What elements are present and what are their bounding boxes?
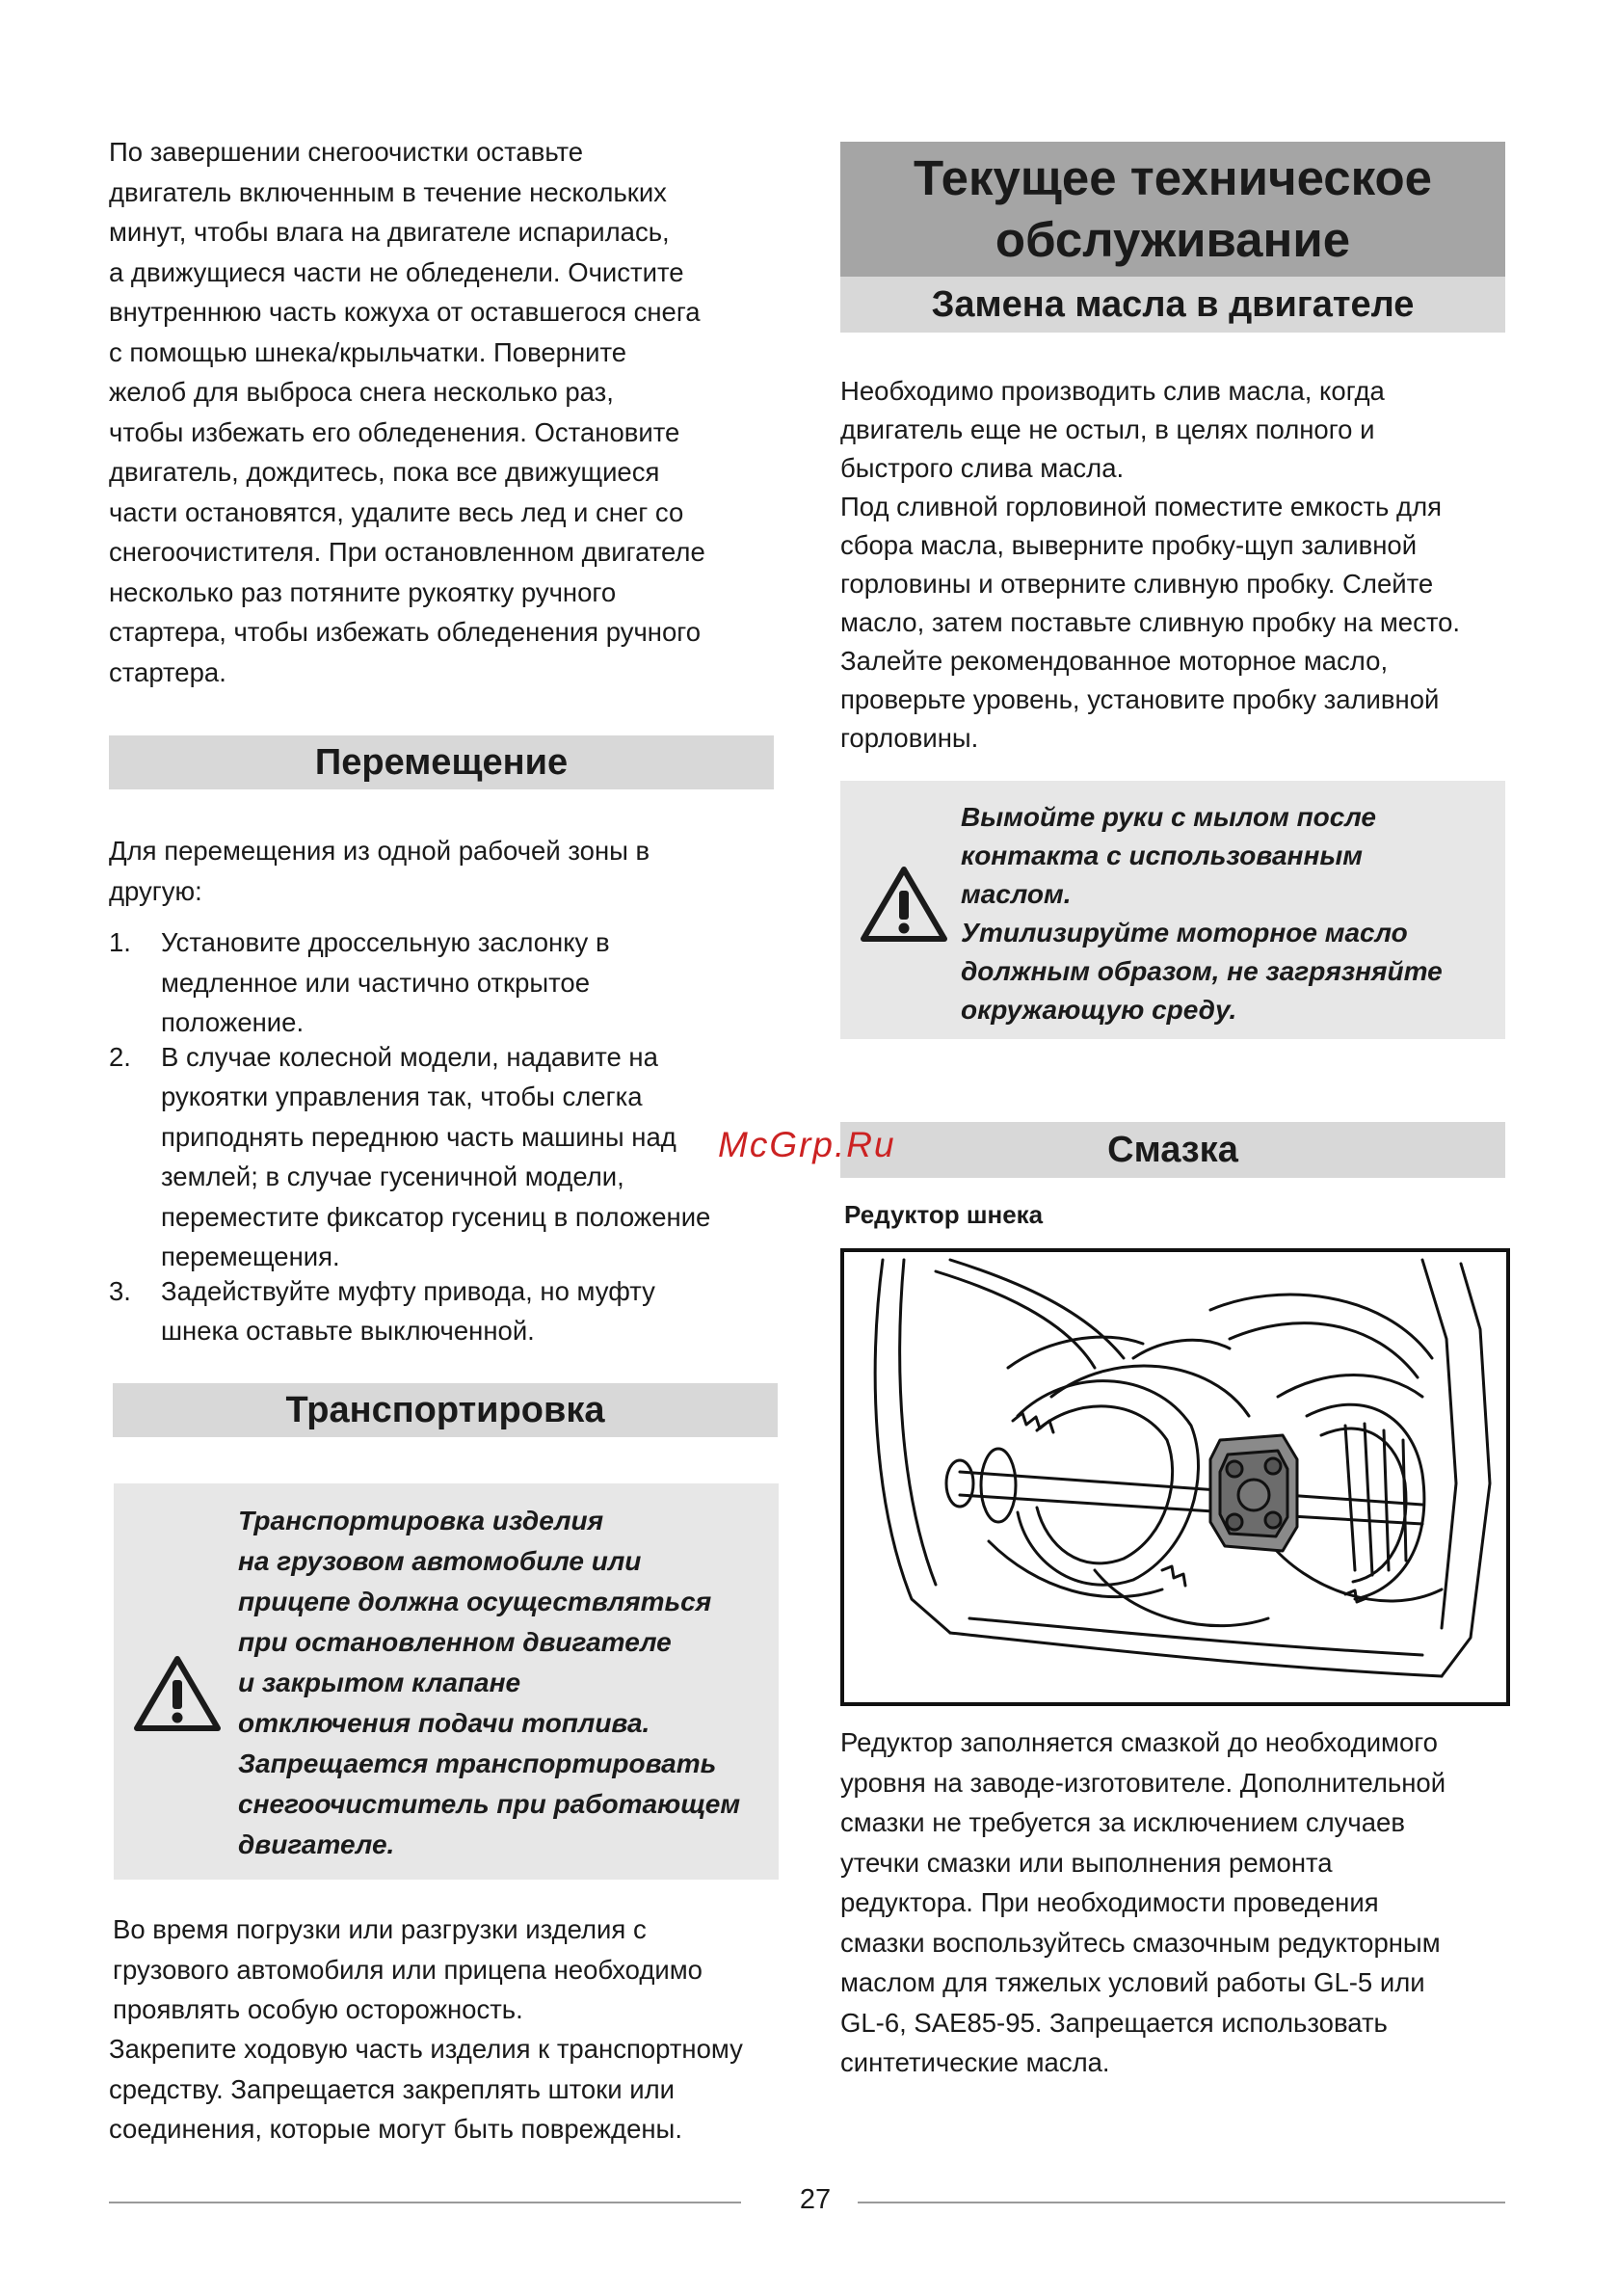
oil-warning-text [961, 798, 1500, 1029]
transport-warning-line: двигателе. [238, 1829, 395, 1859]
transport-warning-line: прицепе должна осуществляться [238, 1587, 712, 1616]
lubrication-body [840, 1722, 1534, 2083]
intro-line: с помощью шнека/крыльчатки. Поверните [109, 336, 627, 367]
moving-step [109, 1271, 803, 1351]
oil-warning-line: окружающую среду. [961, 995, 1237, 1025]
oil-warning-line: контакта с использованным [961, 841, 1363, 870]
lubrication-body-line: смазки не требуется за исключением случаев [840, 1807, 1405, 1837]
oil-change-heading: Замена масла в двигателе [931, 284, 1415, 325]
intro-line: чтобы избежать его обледенения. Остановите [109, 416, 680, 447]
auger-gearbox-illustration [840, 1248, 1510, 1706]
oil-change-body-line: быстрого слива масла. [840, 453, 1125, 483]
transport-warning-line: и закрытом клапане [238, 1668, 521, 1697]
moving-step-line: В случае колесной модели, надавите на [161, 1041, 658, 1072]
transport-body-line: грузового автомобиля или прицепа необходимо [113, 1954, 703, 1985]
intro-line: стартера. [109, 656, 226, 687]
transport-heading-band [113, 1383, 778, 1437]
moving-heading: Перемещение [314, 742, 569, 783]
intro-paragraph [109, 132, 783, 692]
moving-step-line: Установите дроссельную заслонку в [161, 927, 610, 957]
intro-line: стартера, чтобы избежать обледенения ручного [109, 617, 701, 647]
moving-step-number: 1. [109, 927, 131, 957]
transport-body [113, 1909, 807, 2030]
transport-warning-line: на грузовом автомобиле или [238, 1546, 642, 1576]
maintenance-title-band [840, 142, 1505, 277]
intro-line: двигатель, дождитесь, пока все движущиеся [109, 457, 660, 487]
oil-warning-line: Утилизируйте моторное масло [961, 918, 1408, 948]
transport-body-2-line: Закрепите ходовую часть изделия к транспортному [109, 2034, 743, 2064]
oil-change-body-line: двигатель еще не остыл, в целях полного и [840, 414, 1375, 444]
footer-rule-right [858, 2202, 1505, 2203]
oil-change-body-line: Необходимо производить слив масла, когда [840, 376, 1385, 406]
auger-gearbox-subheading: Редуктор шнека [844, 1200, 1044, 1229]
oil-change-body-line: Под сливной горловиной поместите емкость для [840, 492, 1443, 521]
page-number: 27 [799, 2184, 832, 2215]
lubrication-body-line: утечки смазки или выполнения ремонта [840, 1847, 1333, 1878]
oil-change-heading-band [840, 277, 1505, 333]
transport-body-line: Во время погрузки или разгрузки изделия с [113, 1914, 647, 1944]
moving-step-line: рукоятки управления так, чтобы слегка [161, 1081, 643, 1111]
moving-intro-line: Для перемещения из одной рабочей зоны в [109, 836, 650, 866]
footer-rule-left [109, 2202, 741, 2203]
lubrication-body-line: Редуктор заполняется смазкой до необходимого [840, 1727, 1438, 1757]
transport-body-2 [109, 2029, 803, 2149]
moving-step-line: перемещения. [161, 1241, 340, 1271]
transport-body-2-line: средству. Запрещается закреплять штоки или [109, 2073, 676, 2104]
intro-line: желоб для выброса снега несколько раз, [109, 377, 614, 407]
transport-warning-line: Транспортировка изделия [238, 1506, 604, 1535]
intro-line: минут, чтобы влага на двигателе испарилась, [109, 217, 670, 247]
moving-steps-list [109, 922, 803, 1351]
oil-change-body-line: горловины. [840, 723, 979, 753]
moving-step-line: переместите фиксатор гусениц в положение [161, 1201, 711, 1232]
oil-change-body-line: Залейте рекомендованное моторное масло, [840, 646, 1389, 676]
moving-step-number: 2. [109, 1041, 131, 1072]
transport-heading: Транспортировка [285, 1390, 605, 1430]
oil-warning-line: должным образом, не загрязняйте [961, 956, 1443, 986]
intro-line: внутреннюю часть кожуха от оставшегося снега [109, 297, 701, 327]
lubrication-body-line: смазки воспользуйтесь смазочным редукторным [840, 1927, 1441, 1958]
maintenance-title-line2: обслуживание [995, 212, 1351, 267]
oil-change-body-line: горловины и отверните сливную пробку. Слейте [840, 569, 1434, 599]
oil-change-body [840, 372, 1534, 758]
intro-line: части остановятся, удалите весь лед и снег со [109, 496, 684, 527]
warning-triangle-icon [133, 1655, 222, 1732]
lubrication-heading: Смазка [1107, 1130, 1238, 1170]
transport-body-2-line: соединения, которые могут быть повреждены. [109, 2114, 682, 2144]
moving-step-line: медленное или частично открытое [161, 967, 591, 998]
moving-step [109, 1037, 803, 1277]
moving-intro-line: другую: [109, 875, 202, 906]
transport-warning-box [114, 1483, 779, 1880]
intro-line: По завершении снегоочистки оставьте [109, 137, 584, 167]
transport-warning-line: отключения подачи топлива. [238, 1708, 650, 1738]
moving-step-line: положение. [161, 1007, 305, 1037]
moving-step-line: приподнять переднюю часть машины над [161, 1121, 676, 1152]
oil-warning-box [840, 781, 1505, 1039]
lubrication-body-line: маслом для тяжелых условий работы GL-5 или [840, 1967, 1425, 1997]
intro-line: снегоочистителя. При остановленном двигателе [109, 537, 705, 567]
moving-step-number: 3. [109, 1275, 131, 1306]
oil-warning-line: маслом. [961, 879, 1072, 909]
transport-warning-line: при остановленном двигателе [238, 1627, 672, 1657]
oil-change-body-line: сбора масла, выверните пробку-щуп заливной [840, 530, 1418, 560]
transport-body-line: проявлять особую осторожность. [113, 1994, 523, 2024]
transport-warning-line: снегоочиститель при работающем [238, 1789, 741, 1819]
intro-line: двигатель включенным в течение нескольких [109, 176, 667, 207]
moving-step-line: шнека оставьте выключенной. [161, 1316, 535, 1346]
moving-step-line: Задействуйте муфту привода, но муфту [161, 1275, 655, 1306]
lubrication-body-line: синтетические масла. [840, 2047, 1110, 2077]
oil-change-body-line: проверьте уровень, установите пробку заливной [840, 684, 1440, 714]
moving-heading-band [109, 735, 774, 789]
lubrication-heading-band [840, 1122, 1505, 1178]
moving-step-line: землей; в случае гусеничной модели, [161, 1161, 624, 1191]
transport-warning-line: Запрещается транспортировать [238, 1749, 717, 1778]
intro-line: несколько раз потяните рукоятку ручного [109, 576, 617, 607]
oil-change-body-line: масло, затем поставьте сливную пробку на место. [840, 607, 1461, 637]
lubrication-body-line: уровня на заводе-изготовителе. Дополнительной [840, 1767, 1446, 1798]
moving-step [109, 922, 803, 1043]
auger-gearbox-drawing [844, 1252, 1506, 1702]
lubrication-body-line: GL-6, SAE85-95. Запрещается использовать [840, 2007, 1388, 2038]
watermark: McGrp.Ru [718, 1125, 896, 1164]
lubrication-body-line: редуктора. При необходимости проведения [840, 1887, 1379, 1917]
oil-warning-line: Вымойте руки с мылом после [961, 802, 1376, 832]
maintenance-title-line1: Текущее техническое [913, 150, 1432, 205]
intro-line: а движущиеся части не обледенели. Очистите [109, 256, 684, 287]
moving-intro [109, 831, 783, 911]
transport-warning-text [238, 1501, 778, 1865]
warning-triangle-icon [860, 866, 948, 943]
